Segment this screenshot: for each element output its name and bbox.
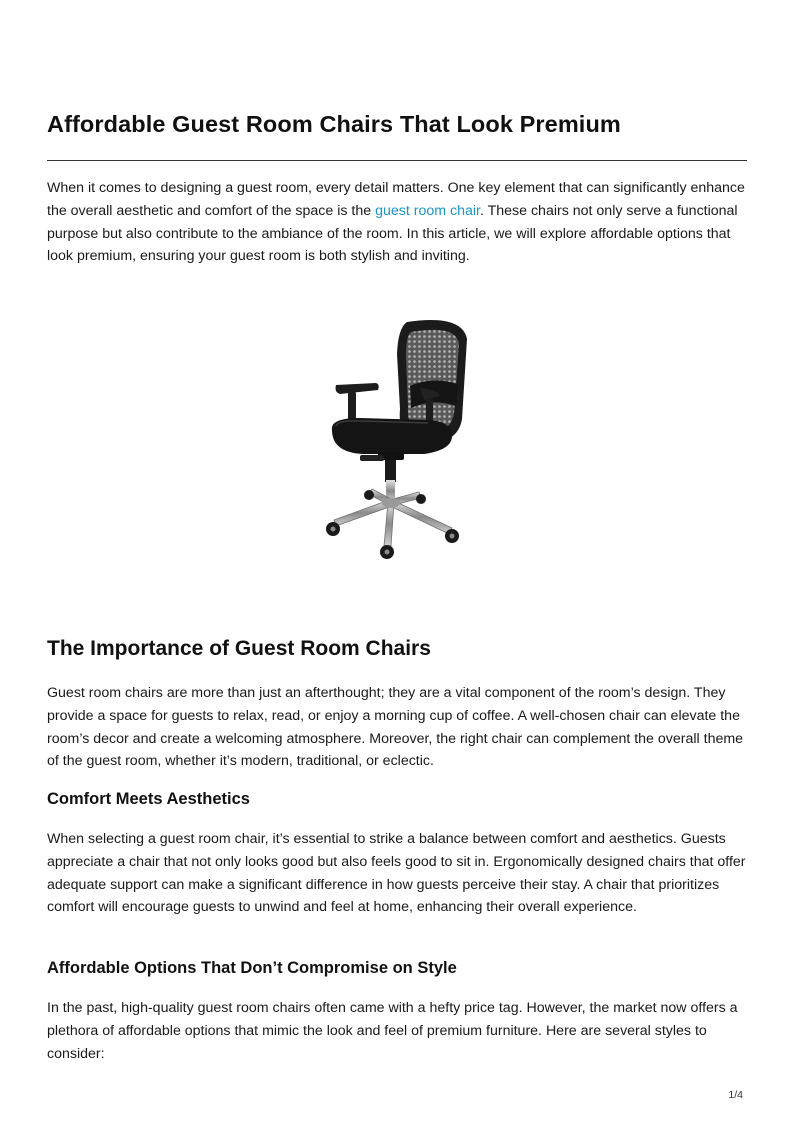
page-number: 1/4 bbox=[728, 1089, 743, 1101]
section-heading-importance: The Importance of Guest Room Chairs bbox=[47, 637, 431, 660]
importance-paragraph: Guest room chairs are more than just an afterthought; they are a vital component of the room’s design. They provide a space for guests to relax, read, or enjoy a morning cup of coffee. A well-chosen chair can elevate the room’s decor and create a welcoming atmosphere. Moreover, the right chair can complement the overall theme of the guest room, whether it’s modern, traditional, or eclectic. bbox=[47, 685, 744, 770]
office-chair-image bbox=[312, 314, 477, 568]
intro-paragraph bbox=[47, 177, 747, 268]
title-divider bbox=[47, 160, 747, 161]
intro-text-after: . These chairs not only serve a functional purpose but also contribute to the ambiance of the room. In this article, we will explore affordable options that look premium, ensuring your guest room is both stylish and inviting. bbox=[47, 202, 738, 265]
intro-text-before: When it comes to designing a guest room, every detail matters. One key element that can significantly enhance the overall aesthetic and comfort of the space is the bbox=[47, 180, 745, 219]
page-title: Affordable Guest Room Chairs That Look Premium bbox=[47, 111, 621, 137]
guest-room-chair-link[interactable]: guest room chair bbox=[375, 202, 480, 219]
affordable-paragraph: In the past, high-quality guest room chairs often came with a hefty price tag. However, the market now offers a plethora of affordable options that mimic the look and feel of premium furniture. Here are several styles to consider: bbox=[47, 1000, 738, 1062]
subheading-comfort: Comfort Meets Aesthetics bbox=[47, 790, 250, 808]
subheading-affordable-options: Affordable Options That Don’t Compromise on Style bbox=[47, 959, 457, 977]
comfort-paragraph: When selecting a guest room chair, it’s essential to strike a balance between comfort and aesthetics. Guests appreciate a chair that not only looks good but also feels good to sit in. Ergonomically designed chairs that offer adequate support can make a significant difference in how guests perceive their stay. A chair that prioritizes comfort will encourage guests to unwind and feel at home, enhancing their overall experience. bbox=[47, 831, 746, 916]
office-chair-icon bbox=[312, 314, 477, 568]
